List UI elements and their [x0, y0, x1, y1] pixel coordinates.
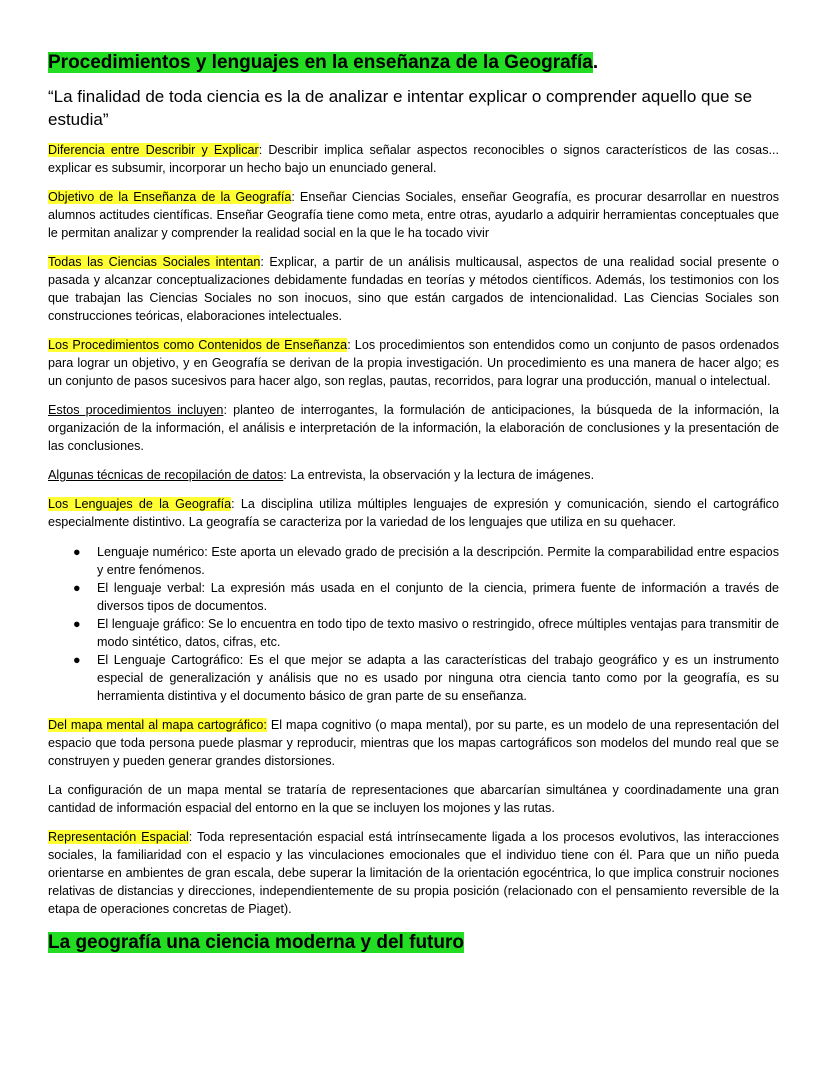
list-item-text: Lenguaje numérico: Este aporta un elevado grado de precisión a la descripción. Permite la comparabilidad entre espacios y entre fenómenos. — [97, 545, 779, 577]
bullet-icon: ● — [73, 545, 81, 559]
bullet-icon: ● — [73, 653, 81, 667]
opening-quote: “La finalidad de toda ciencia es la de analizar e intentar explicar o comprender aquello que se estudia” — [48, 87, 753, 129]
section-title-futuro-text: La geografía una ciencia moderna y del futuro — [48, 932, 464, 953]
paragraph-procedimientos — [48, 336, 779, 390]
text-objetivo: : Enseñar Ciencias Sociales, enseñar Geografía, es procurar desarrollar en nuestros alumnos actitudes científicas. Enseñar Geografía tiene como meta, entre otras, ayudarlo a adquirir herramientas conceptuales que le permitan analizar y comprender la realidad social en la que le ha tocado vivir — [48, 190, 779, 240]
paragraph-ciencias — [48, 253, 779, 325]
text-tecnicas: : La entrevista, la observación y la lectura de imágenes. — [283, 468, 595, 482]
page-title-period: . — [592, 52, 599, 73]
page-title-text: Procedimientos y lenguajes en la enseñanza de la Geografía — [48, 52, 593, 73]
list-item-text: El lenguaje gráfico: Se lo encuentra en todo tipo de texto masivo o restringido, ofrece múltiples ventajas para transmitir de modo sintético, datos, cifras, etc. — [97, 617, 779, 649]
section-title-futuro — [48, 930, 779, 956]
text-representacion: : Toda representación espacial está intrínsecamente ligada a los procesos evolutivos, las interacciones sociales, la familiaridad con el espacio y las vinculaciones emocionales que el individuo tiene con él. Para que un niño pueda orientarse en ambientes de gran escala, debe superar la limitación de la orientación egocéntrica, lo que implica construir nociones relativas de distancias y direcciones, independientemente de su propia posición (relacionado con el pensamiento reversible de la etapa de operaciones concretas de Piaget). — [48, 830, 780, 916]
paragraph-lenguajes — [48, 495, 779, 531]
term-tecnicas: Algunas técnicas de recopilación de datos — [48, 468, 284, 482]
text-mapa: El mapa cognitivo (o mapa mental), por su parte, es un modelo de una representación del espacio que toda persona puede plasmar y reproducir, mientras que los mapas cartográficos son modelos del mundo real que se construyen y pueden generar grandes distorsiones. — [48, 718, 780, 768]
text-lenguajes: : La disciplina utiliza múltiples lenguajes de expresión y comunicación, siendo el cartográfico especialmente distintivo. La geografía se caracteriza por la variedad de los lenguajes que utiliza en su quehacer. — [48, 497, 779, 529]
text-diferencia: : Describir implica señalar aspectos reconocibles o signos característicos de las cosas... explicar es subsumir, incorporar un hecho bajo un enunciado general. — [48, 143, 779, 175]
paragraph-diferencia — [48, 141, 779, 177]
paragraph-representacion — [48, 828, 779, 918]
term-diferencia: Diferencia entre Describir y Explicar — [48, 143, 259, 157]
bullet-icon: ● — [73, 581, 81, 595]
document-page — [48, 50, 779, 956]
term-incluyen: Estos procedimientos incluyen — [48, 403, 224, 417]
term-mapa: Del mapa mental al mapa cartográfico: — [48, 718, 267, 732]
list-item — [48, 579, 779, 615]
list-item-text: El lenguaje verbal: La expresión más usada en el conjunto de la ciencia, primera fuente de información a través de diversos tipos de documentos. — [97, 581, 779, 613]
text-incluyen: : planteo de interrogantes, la formulación de anticipaciones, la búsqueda de la información, la organización de la información, el análisis e interpretación de la información, la elaboración de conclusiones y la presentación de las conclusiones. — [48, 403, 779, 453]
paragraph-tecnicas — [48, 466, 779, 484]
paragraph-incluyen — [48, 401, 779, 455]
term-representacion: Representación Espacial — [48, 830, 189, 844]
list-item-text: El Lenguaje Cartográfico: Es el que mejor se adapta a las características del trabajo geográfico y es un instrumento especial de generalización y análisis que no es usado por ninguna otra ciencia tanto como por la geografía, es su herramienta distintiva y el documento básico de gran parte de su enseñanza. — [97, 653, 779, 703]
paragraph-configuracion: La configuración de un mapa mental se trataría de representaciones que abarcarían simultánea y coordinadamente una gran cantidad de información espacial del entorno en la que se incluyen los mojones y las rutas. — [48, 783, 779, 815]
text-ciencias: : Explicar, a partir de un análisis multicausal, aspectos de una realidad social presente o pasada y alcanzar conceptualizaciones debidamente fundadas en teorías y métodos científicos. Además, los testimonios con los que trabajan las Ciencias Sociales no son inocuos, sino que están cargados de intencionalidad. Las Ciencias Sociales son construcciones teóricas, elaboraciones intelectuales. — [48, 255, 780, 323]
bullet-icon: ● — [73, 617, 81, 631]
languages-list — [48, 543, 779, 705]
page-title — [48, 50, 779, 76]
list-item — [48, 543, 779, 579]
text-procedimientos: : Los procedimientos son entendidos como un conjunto de pasos ordenados para lograr un objetivo, y en Geografía se derivan de la propia investigación. Un procedimiento es una manera de hacer algo; es un conjunto de pasos sucesivos para hacer algo, son reglas, pautas, recorridos, para lograr una producción, manual o intelectual. — [48, 338, 779, 388]
term-lenguajes: Los Lenguajes de la Geografía — [48, 497, 232, 511]
term-objetivo: Objetivo de la Enseñanza de la Geografía — [48, 190, 292, 204]
list-item — [48, 615, 779, 651]
term-ciencias: Todas las Ciencias Sociales intentan — [48, 255, 261, 269]
paragraph-mapa — [48, 716, 779, 770]
term-procedimientos: Los Procedimientos como Contenidos de Enseñanza — [48, 338, 348, 352]
paragraph-objetivo — [48, 188, 779, 242]
list-item — [48, 651, 779, 705]
